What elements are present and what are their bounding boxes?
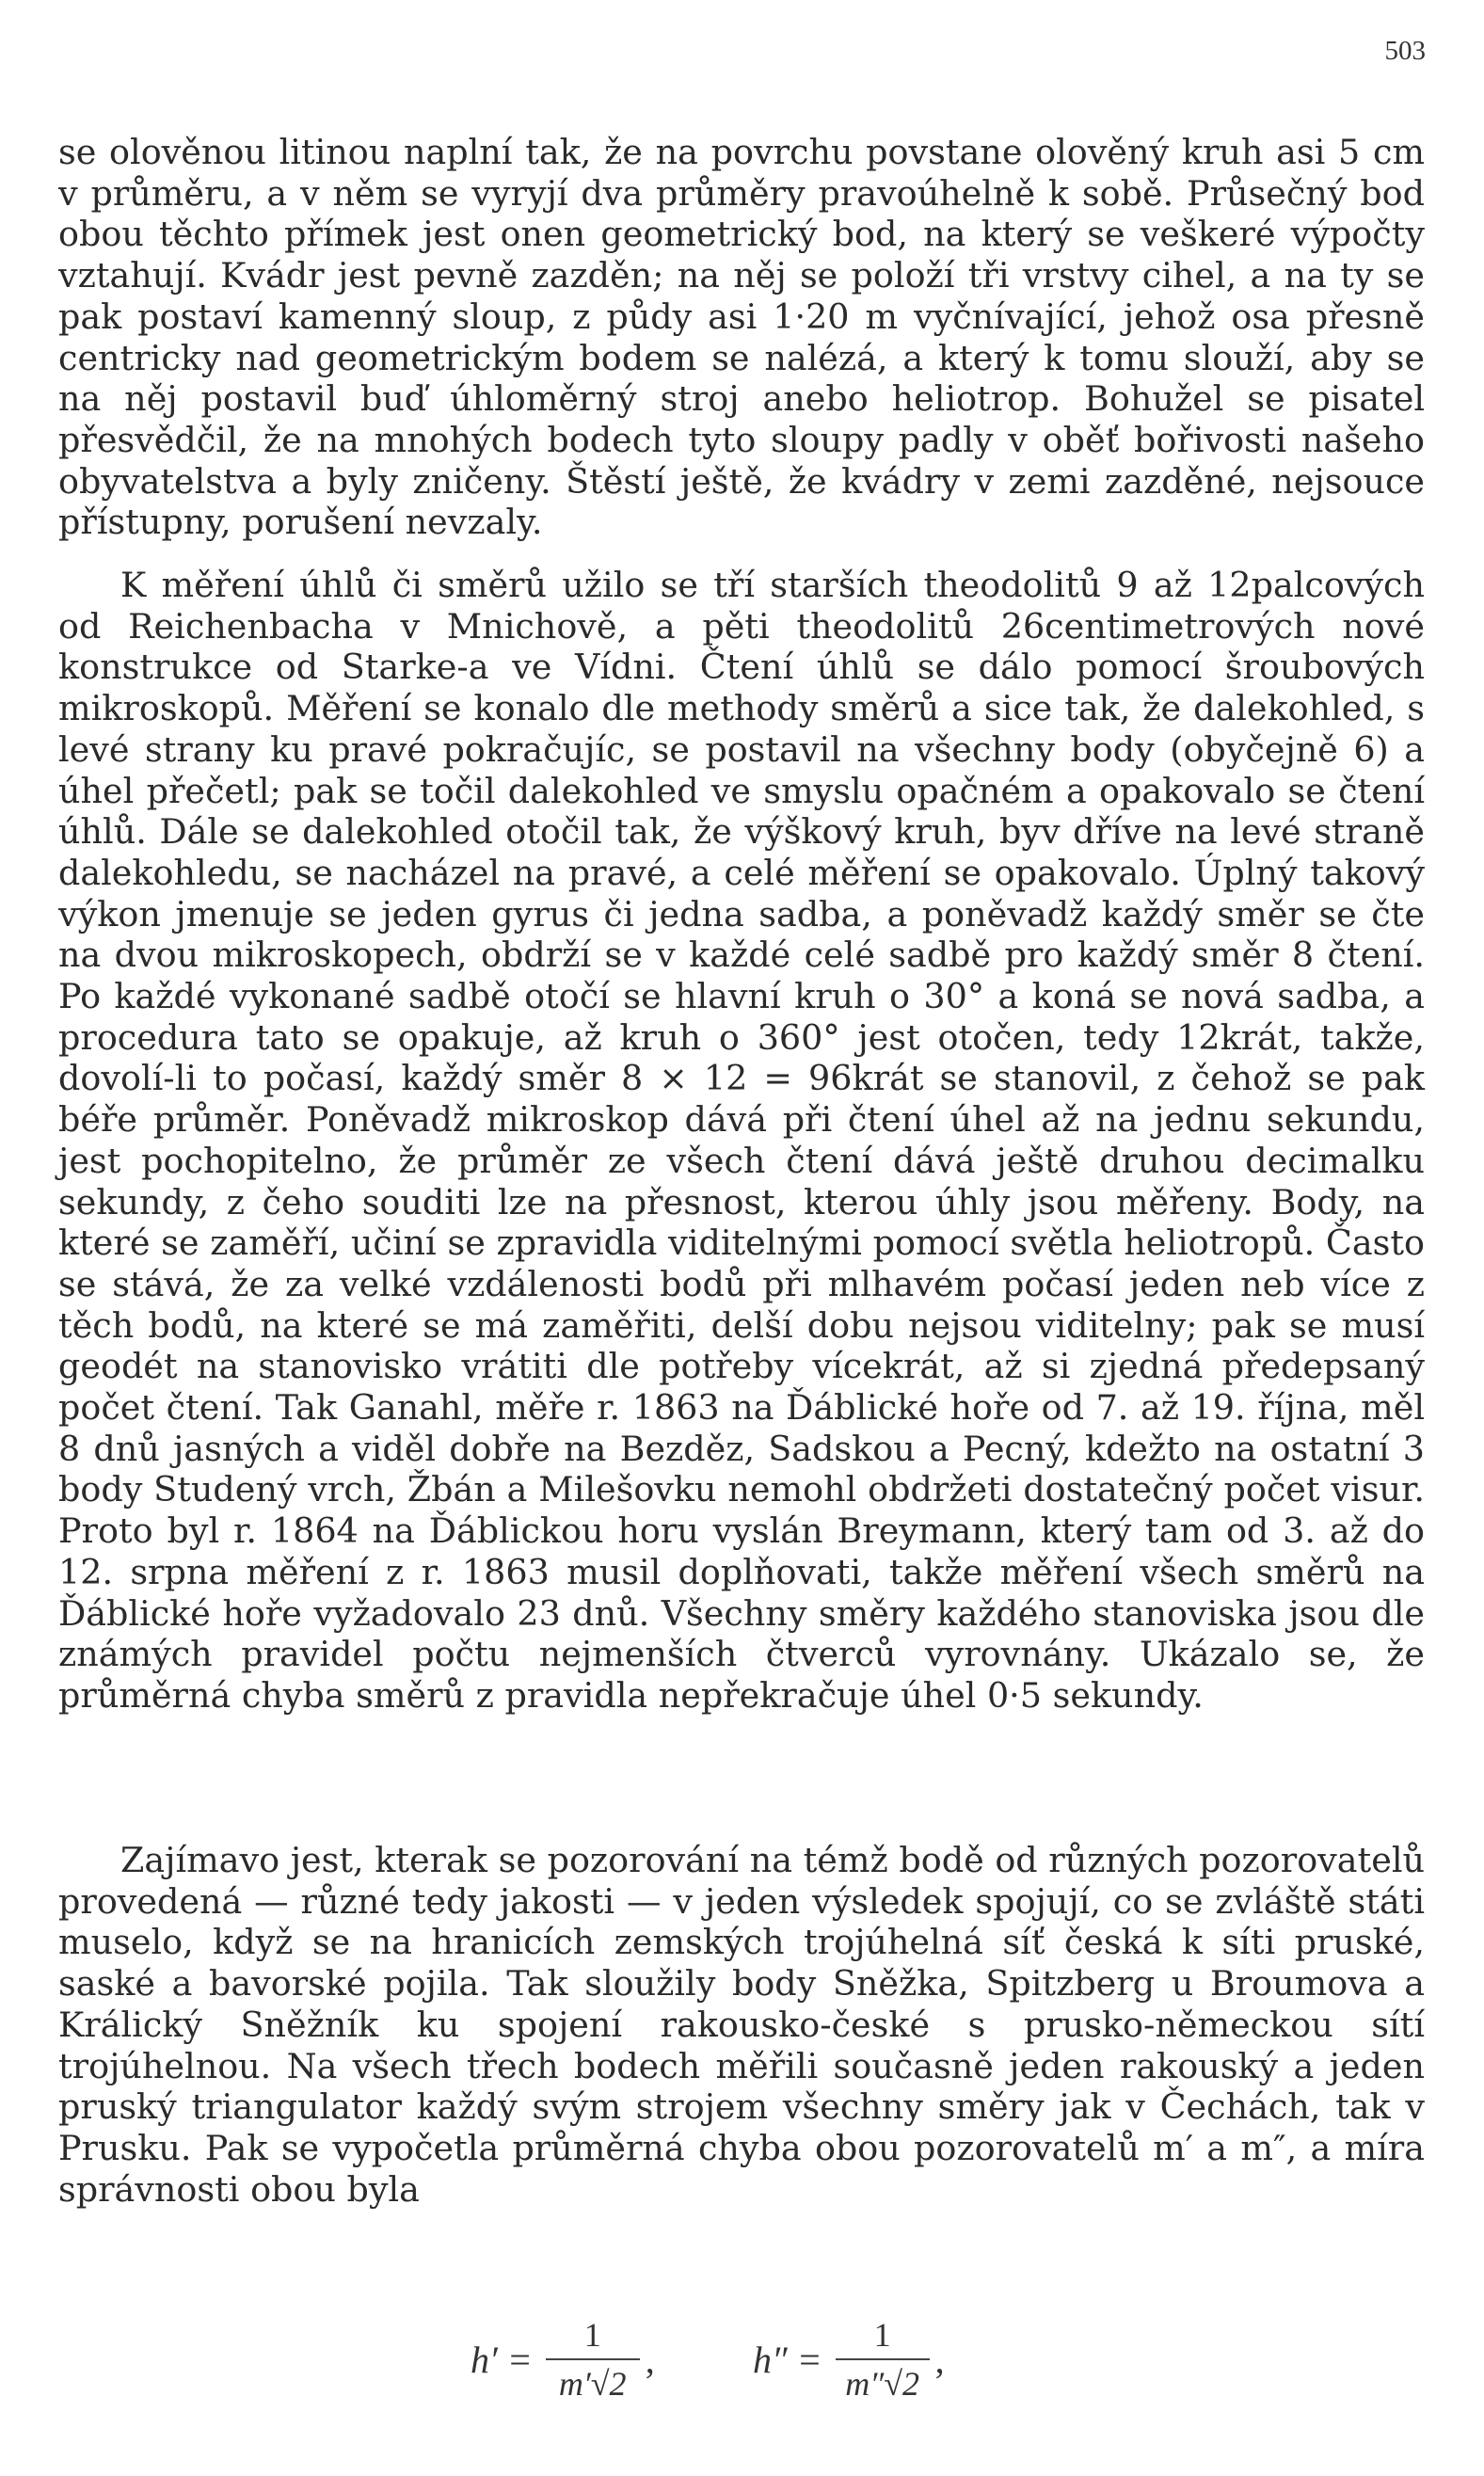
formula-left-numerator: 1 [583,2316,601,2354]
accuracy-formula [471,2277,1035,2428]
paragraph-1 [58,132,1425,543]
formula-separator: , [645,2338,655,2381]
formula-end: , [934,2338,945,2381]
formula-left-variable: h′ = [471,2338,533,2381]
paragraph-2-text: K měření úhlů či směrů užilo se tří starších theodolitů 9 až 12palcových od Reichenbacha v Mnichově, a pěti theodolitů 26centimetrových nové konstrukce od Starke-a ve Vídni. Čtení úhlů se dálo pomocí šroubových mikroskopů. Měření se konalo dle methody směrů a sice tak, že dalekohled, s levé strany ku pravé pokračujíc, se postavil na všechny body (obyčejně 6) a úhel přečetl; pak se točil dalekohled ve smyslu opačném a opakovalo se čtení úhlů. Dále se dalekohled otočil tak, že výškový kruh, byv dříve na levé straně dalekohledu, se nacházel na pravé, a celé měření se opakovalo. Úplný takový výkon jmenuje se jeden gyrus či jedna sadba, a poněvadž každý směr se čte na dvou mikroskopech, obdrží se v každé celé sadbě pro každý směr 8 čtení. Po každé vykonané sadbě otočí se hlavní kruh o 30° a koná se nová sadba, a procedura tato se opakuje, až kruh o 360° jest otočen, tedy 12krát, takže, dovolí-li to počasí, každý směr 8 × 12 = 96krát se stanovil, z čehož se pak béře průměr. Poněvadž mikroskop dává při čtení úhel až na jednu sekundu, jest pochopitelno, že průměr ze všech čtení dává ještě druhou decimalku sekundy, z čeho souditi lze na přesnost, kterou úhly jsou měřeny. Body, na které se zaměří, učiní se zpravidla viditelnými pomocí světla heliotropů. Často se stává, že za velké vzdálenosti bodů při mlhavém počasí jeden neb více z těch bodů, na které se má zaměřiti, delší dobu nejsou viditelny; pak se musí geodét na stanovisko vrátiti dle potřeby vícekrát, až si zjedná předepsaný počet čtení. Tak Ganahl, měře r. 1863 na Ďáblické hoře od 7. až 19. října, měl 8 dnů jasných a viděl dobře na Bezděz, Sadskou a Pecný, kdežto na ostatní 3 body Studený vrch, Žbán a Milešovku nemohl obdržeti dostatečný počet visur. Proto byl r. 1864 na Ďáblickou horu vyslán Breymann, který tam od 3. až do 12. srpna měření z r. 1863 musil doplňovati, takže měření všech směrů na Ďáblické hoře vyžadovalo 23 dnů. Všechny směry každého stanoviska jsou dle známých pravidel počtu nejmenších čtverců vyrovnány. Ukázalo se, že průměrná chyba směrů z pravidla nepřekračuje úhel 0·5 sekundy. [58,565,1425,1716]
formula-left-denominator: m′√2 [558,2365,627,2403]
fraction-bar [836,2358,930,2360]
formula-right-variable: h″ = [753,2338,822,2381]
paragraph-3 [58,1840,1425,2210]
formula-right-fraction [836,2315,930,2404]
formula-right [753,2315,945,2404]
fraction-bar [546,2358,640,2360]
paragraph-2 [58,565,1425,1717]
formula-left [471,2315,655,2404]
page-number: 503 [1384,36,1426,66]
paragraph-1-text: se olověnou litinou naplní tak, že na povrchu povstane olověný kruh asi 5 cm v průměru, a v něm se vyryjí dva průměry pravoúhelně k sobě. Průsečný bod obou těchto přímek jest onen geometrický bod, na který se veškeré výpočty vztahují. Kvádr jest pevně zazděn; na něj se položí tři vrstvy cihel, a na ty se pak postaví kamenný sloup, z půdy asi 1·20 m vyčnívající, jehož osa přesně centricky nad geometrickým bodem se nalézá, a který k tomu slouží, aby se na něj postavil buď úhloměrný stroj anebo heliotrop. Bohužel se pisatel přesvědčil, že na mnohých bodech tyto sloupy padly v oběť bořivosti našeho obyvatelstva a byly zničeny. Štěstí ještě, že kvádry v zemi zazděné, nejsouce přístupny, porušení nevzaly. [58,132,1425,543]
formula-right-denominator: m″√2 [845,2365,920,2403]
formula-left-fraction [546,2315,640,2404]
paragraph-3-text: Zajímavo jest, kterak se pozorování na témž bodě od různých pozorovatelů provedená — různé tedy jakosti — v jeden výsledek spojují, co se zvláště státi muselo, když se na hranicích zemských trojúhelná síť česká k síti pruské, saské a bavorské pojila. Tak sloužily body Sněžka, Spitzberg u Broumova a Králický Sněžník ku spojení rakousko-české s prusko-německou sítí trojúhelnou. Na všech třech bodech měřili současně jeden rakouský a jeden pruský triangulator každý svým strojem všechny směry jak v Čechách, tak v Prusku. Pak se vypočetla průměrná chyba obou pozorovatelů m′ a m″, a míra správnosti obou byla [58,1840,1425,2210]
formula-right-numerator: 1 [873,2316,891,2354]
